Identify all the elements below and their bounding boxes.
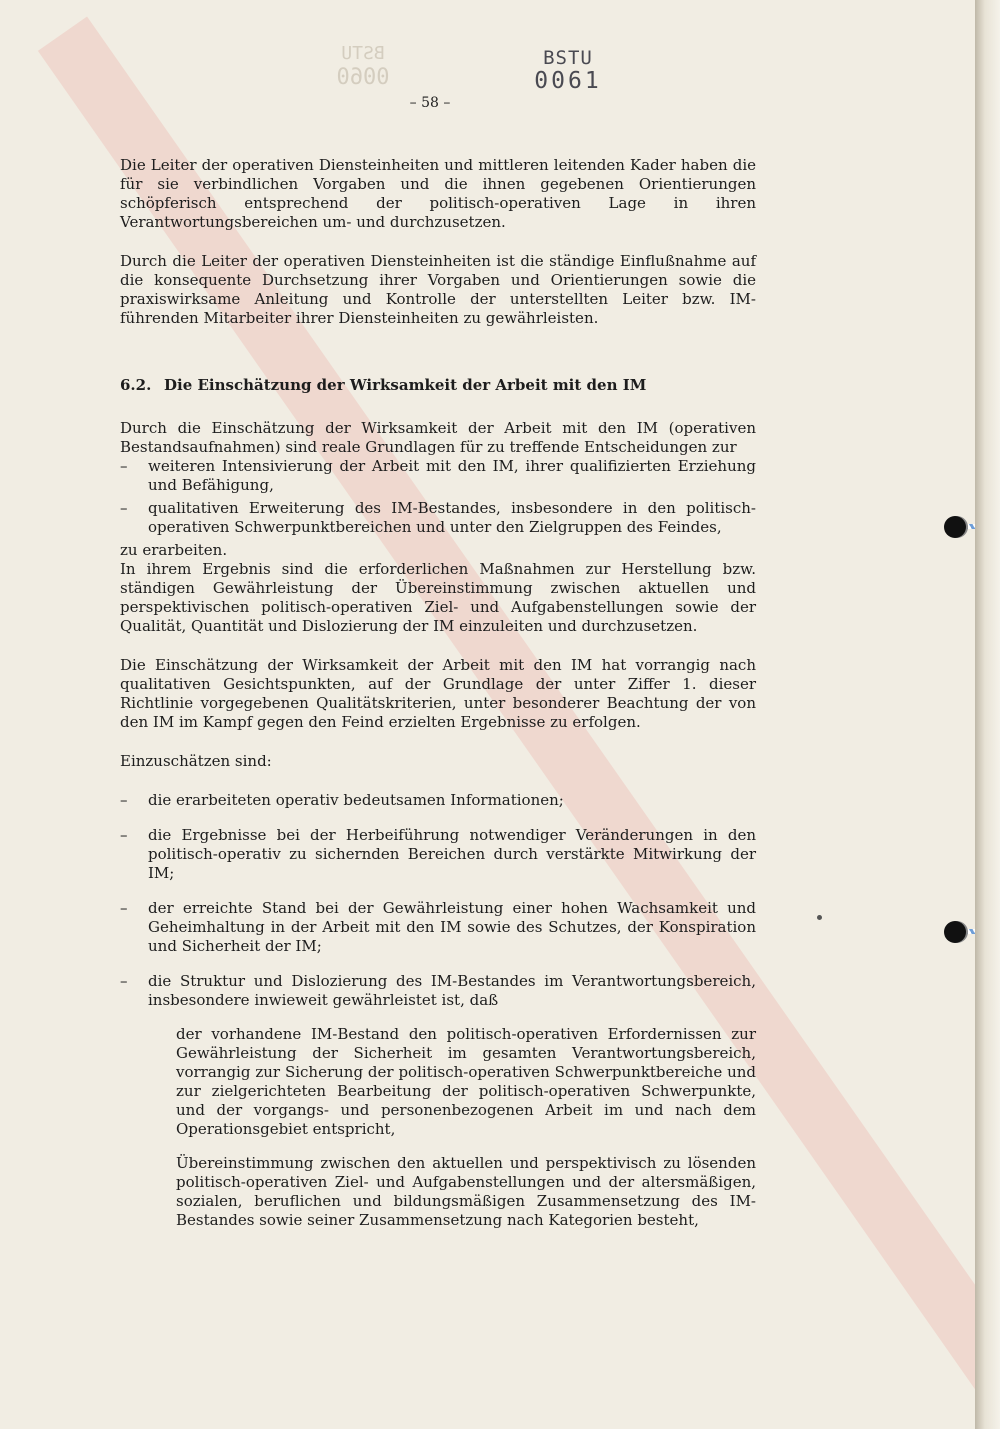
section-heading <box>120 376 756 395</box>
paragraph-intro-1: Die Leiter der operativen Diensteinheiten und mittleren leitenden Kader haben die für sie verbindlichen Vorgaben und die ihnen gegebenen Orientierungen schöpferisch entsprechend der politisch-operativen Lage in ihren Verantwortungsbereichen um- und durchzusetzen. <box>120 156 756 231</box>
list-item <box>120 457 756 495</box>
dash-marker: – <box>120 457 128 475</box>
dash-marker: – <box>120 972 128 990</box>
body-text <box>120 156 756 1240</box>
ink-speck <box>817 915 822 920</box>
list-item <box>120 499 756 537</box>
list-item <box>120 791 756 810</box>
list-item-text: die Ergebnisse bei der Herbeiführung notwendiger Veränderungen in den politisch-operativ zu sichernden Bereichen durch verstärkte Mitwirkung der IM; <box>148 826 756 882</box>
binder-hole-top <box>944 516 975 536</box>
assessment-list <box>120 791 756 1010</box>
page-number: – 58 – <box>409 95 451 111</box>
list-item <box>120 899 756 956</box>
list-item-text: qualitativen Erweiterung des IM-Bestandes, insbesondere in den politisch-operativen Schwerpunktbereichen und unter den Zielgruppen des Feindes, <box>148 499 756 536</box>
paragraph-section-2a: zu erarbeiten. <box>120 541 228 559</box>
stamp-line2: 0061 <box>534 67 602 94</box>
list-item-text: die Struktur und Dislozierung des IM-Bestandes im Verantwortungsbereich, insbesondere inwieweit gewährleistet ist, daß <box>148 972 756 1009</box>
section-number: 6.2. <box>120 376 152 394</box>
dash-marker: – <box>120 791 128 809</box>
section-title: Die Einschätzung der Wirksamkeit der Arbeit mit den IM <box>164 376 647 394</box>
paragraph-section-2b: In ihrem Ergebnis sind die erforderlichen Maßnahmen zur Herstellung bzw. ständigen Gewährleistung der Übereinstimmung zwischen aktuellen und perspektivischen politisch-operativen Ziel- und Aufgabenstellungen sowie der Qualität, Quantität und Dislozierung der IM einzuleiten und durchzusetzen. <box>120 560 756 635</box>
sub-paragraph-1: der vorhandene IM-Bestand den politisch-operativen Erfordernissen zur Gewährleistung der Sicherheit im gesamten Verantwortungsbereich, vorrangig zur Sicherung der politisch-operativen Schwerpunktbereiche und zur zielgerichteten Bearbeitung der politisch-operativen Schwerpunkte, und der vorgangs- und personenbezogenen Arbeit im und nach dem Operationsgebiet entspricht, <box>176 1025 756 1138</box>
list-item <box>120 826 756 883</box>
paragraph-section-4: Einzuschätzen sind: <box>120 752 272 770</box>
list-item-text: weiteren Intensivierung der Arbeit mit den IM, ihrer qualifizierten Erziehung und Befähigung, <box>148 457 756 494</box>
list-item <box>120 972 756 1010</box>
stamp-line1: BSTU <box>543 47 593 69</box>
punch-hole <box>944 921 966 943</box>
stamp-bleedthrough <box>318 44 408 90</box>
paragraph-section-1: Durch die Einschätzung der Wirksamkeit der Arbeit mit den IM (operativen Bestandsaufnahmen) sind reale Grundlagen für zu treffende Entscheidungen zur <box>120 419 756 456</box>
dash-marker: – <box>120 826 128 844</box>
page-edge <box>975 0 1000 1429</box>
stamp-ghost-line2: 0060 <box>336 64 390 90</box>
archive-stamp <box>528 48 608 94</box>
paragraph-section-3: Die Einschätzung der Wirksamkeit der Arbeit mit den IM hat vorrangig nach qualitativen Gesichtspunkten, auf der Grundlage der unter Ziffer 1. dieser Richtlinie vorgegebenen Qualitätskriterien, unter besonderer Beachtung der von den IM im Kampf gegen den Feind erzielten Ergebnisse zu erfolgen. <box>120 656 756 731</box>
paragraph-intro-2: Durch die Leiter der operativen Diensteinheiten ist die ständige Einflußnahme auf die konsequente Durchsetzung ihrer Vorgaben und Orientierungen sowie die praxiswirksame Anleitung und Kontrolle der unterstellten Leiter bzw. IM-führenden Mitarbeiter ihrer Diensteinheiten zu gewährleisten. <box>120 252 756 327</box>
list-item-text: der erreichte Stand bei der Gewährleistung einer hohen Wachsamkeit und Geheimhaltung in der Arbeit mit den IM sowie des Schutzes, der Konspiration und Sicherheit der IM; <box>148 899 756 955</box>
punch-hole <box>944 516 966 538</box>
sub-paragraph-2: Übereinstimmung zwischen den aktuellen und perspektivisch zu lösenden politisch-operativen Ziel- und Aufgabenstellungen und der altersmäßigen, sozialen, beruflichen und bildungsmäßigen Zusammensetzung des IM-Bestandes sowie seiner Zusammensetzung nach Kategorien besteht, <box>176 1154 756 1229</box>
purpose-list <box>120 457 756 537</box>
stamp-ghost-line1: BSTU <box>341 43 385 64</box>
dash-marker: – <box>120 899 128 917</box>
list-item-text: die erarbeiteten operativ bedeutsamen Informationen; <box>148 791 564 809</box>
dash-marker: – <box>120 499 128 517</box>
binder-hole-bottom <box>944 921 975 941</box>
